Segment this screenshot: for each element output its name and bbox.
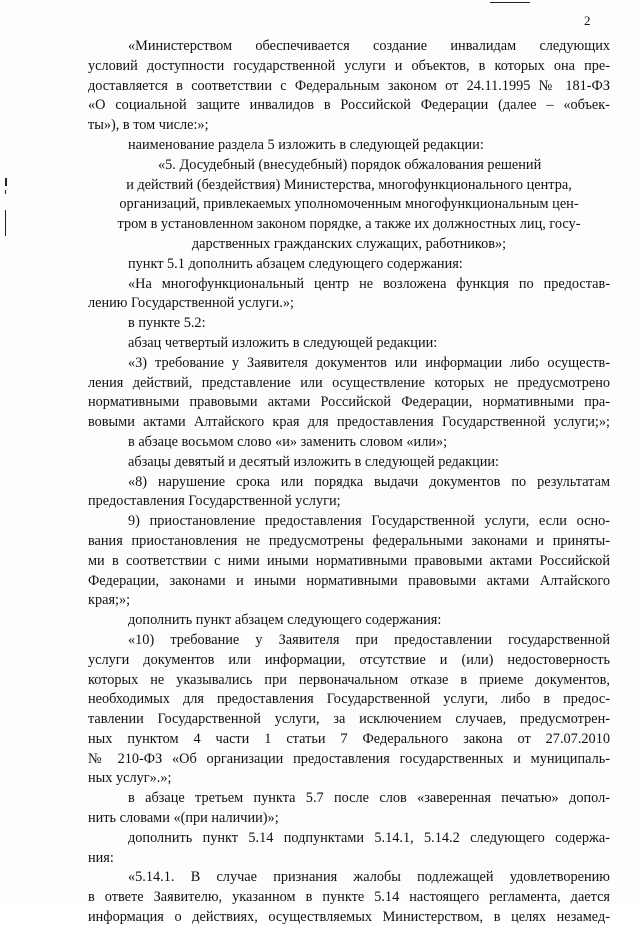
text-line: «3) требование у Заявителя документов или информации либо осуществ- — [128, 354, 610, 371]
scan-mark-top — [490, 2, 530, 3]
text-line: «О социальной защите инвалидов в Российской Федерации (далее – «объек- — [88, 97, 610, 114]
text-line: ми в соответствии с ними иными нормативными правовыми актами Российской — [88, 552, 610, 569]
page-number: 2 — [584, 13, 591, 28]
text-line: в абзаце восьмом слово «и» заменить словом «или»; — [128, 433, 448, 450]
text-line: 9) приостановление предоставления Государственной услуги, если осно- — [128, 513, 610, 530]
text-line: ных услуг».»; — [88, 770, 172, 787]
text-line: дополнить пункт абзацем следующего содержания: — [128, 612, 442, 629]
text-line: в пункте 5.2: — [128, 315, 206, 332]
scan-mark-left-2 — [5, 190, 6, 194]
text-line: нить словами «(при наличии)»; — [88, 810, 279, 827]
scan-mark-left-3 — [5, 210, 6, 236]
text-line: организаций, привлекаемых уполномоченным многофункциональным цен- — [119, 196, 579, 213]
text-line: в абзаце третьем пункта 5.7 после слов «заверенная печатью» допол- — [128, 790, 610, 807]
text-line: тром в установленном законом порядке, а также их должностных лиц, госу- — [117, 216, 581, 233]
text-line: «5.14.1. В случае признания жалобы подлежащей удовлетворению — [128, 869, 610, 886]
text-line: «10) требование у Заявителя при предоставлении государственной — [128, 631, 610, 648]
text-line: которых не указывались при первоначальном отказе в приеме документов, — [88, 671, 610, 688]
text-line: в ответе Заявителю, указанном в пункте 5.14 настоящего регламента, дается — [88, 889, 610, 906]
text-line: предоставления Государственной услуги; — [88, 493, 341, 510]
text-line: услуги документов или информации, отсутствие и (или) недостоверность — [88, 651, 610, 668]
text-line: доставляется в соответствии с Федеральным законом от 24.11.1995 № 181-ФЗ — [88, 77, 610, 94]
text-line: лению Государственной услуги.»; — [88, 295, 294, 312]
text-line: информация о действиях, осуществляемых Министерством, в целях незамед- — [88, 909, 610, 926]
text-line: «Министерством обеспечивается создание инвалидам следующих — [128, 38, 610, 54]
text-line: «На многофункциональный центр не возложена функция по предостав- — [128, 275, 610, 292]
text-line: края;»; — [88, 592, 131, 609]
text-line: «8) нарушение срока или порядка выдачи документов по результатам — [128, 473, 610, 490]
text-line: дарственных гражданских служащих, работников»; — [191, 235, 507, 252]
text-line: «5. Досудебный (внесудебный) порядок обжалования решений — [158, 156, 542, 173]
text-line: ления действий, представление или осуществление которых не предусмотрено — [88, 374, 610, 391]
text-line: № 210-ФЗ «Об организации предоставления государственных и муниципаль- — [88, 750, 610, 767]
text-line: абзацы девятый и десятый изложить в следующей редакции: — [128, 453, 500, 470]
text-line: абзац четвертый изложить в следующей редакции: — [128, 334, 438, 351]
text-line: тавлении Государственной услуги, за исключением случаев, предусмотрен- — [88, 711, 610, 728]
text-line: вания приостановления не предусмотрены федеральными законами и приняты- — [88, 532, 610, 549]
text-line: наименование раздела 5 изложить в следующей редакции: — [128, 136, 484, 153]
text-line: необходимых для предоставления Государственной услуги, либо в предос- — [88, 691, 610, 708]
text-line: ных пунктом 4 части 1 статьи 7 Федерального закона от 27.07.2010 — [88, 730, 610, 747]
text-line: нормативными правовыми актами Российской Федерации, нормативными пра- — [88, 394, 610, 411]
text-line: условий доступности государственной услуги и объектов, в которых она пре- — [88, 57, 610, 74]
text-line: пункт 5.1 дополнить абзацем следующего содержания: — [128, 255, 463, 272]
text-line: и действий (бездействия) Министерства, многофункционального центра, — [126, 176, 572, 193]
scan-mark-left-1 — [5, 178, 7, 186]
text-line: вовыми актами Алтайского края для предоставления Государственной услуги;»; — [88, 414, 610, 431]
text-line: ты»), в том числе:»; — [88, 117, 209, 134]
text-line: ния: — [88, 849, 114, 866]
text-line: дополнить пункт 5.14 подпунктами 5.14.1, 5.14.2 следующего содержа- — [128, 829, 610, 846]
text-line: Федерации, законами и иными нормативными правовыми актами Алтайского — [88, 572, 610, 589]
document-body — [88, 37, 610, 928]
